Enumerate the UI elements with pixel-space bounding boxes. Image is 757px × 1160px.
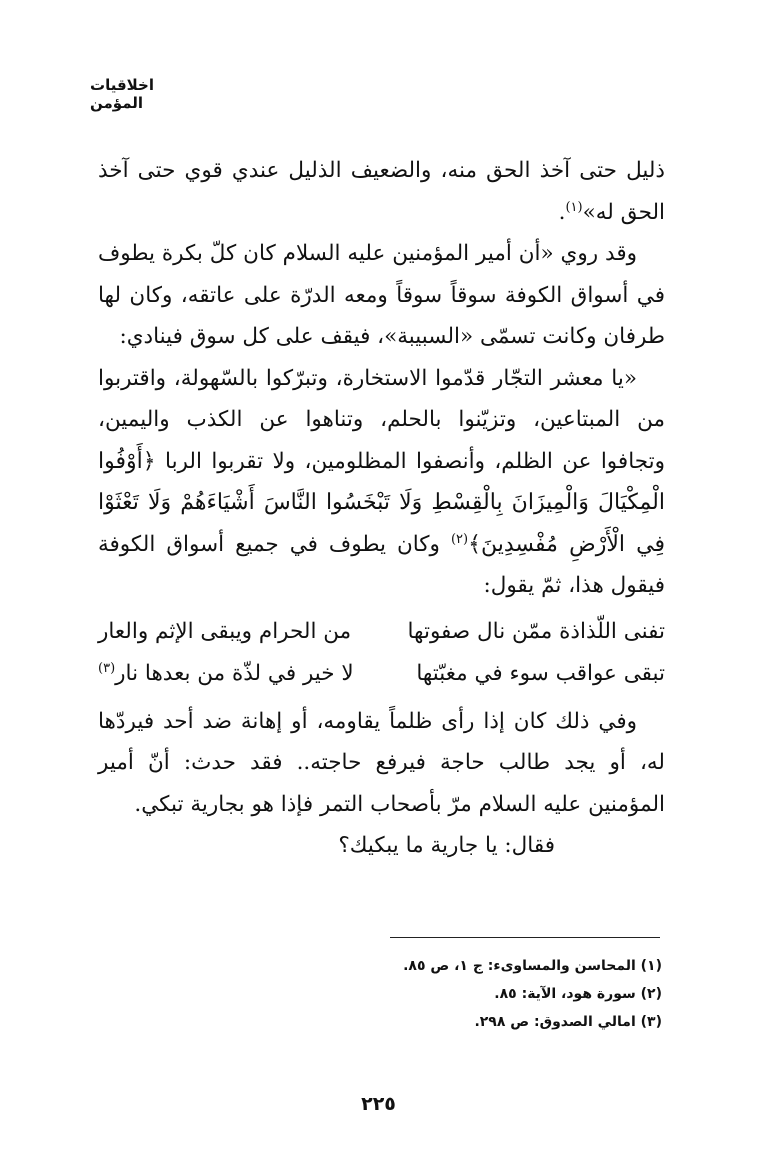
poem-line-2 [98, 653, 665, 695]
footnote-ref-3: (٣) [98, 660, 116, 676]
body-text [98, 150, 665, 867]
poem-line-2-second-wrap [98, 653, 354, 695]
paragraph-2: وقد روي «أن أمير المؤمنين عليه السلام كان كلّ بكرة يطوف في أسواق الكوفة سوقاً سوقاً ومعه الدرّة على عاتقه، وكان لها طرفان وكانت تسمّى «السبيبة»، فيقف على كل سوق فينادي: [98, 241, 665, 349]
footnote-divider [390, 937, 660, 938]
footnote-1: (١) المحاسن والمساوىء: ج ١، ص ٨٥. [403, 958, 662, 974]
running-header: اخلاقيات المؤمن [90, 76, 154, 112]
paragraph-3-text-a: «يا معشر التجّار قدّموا الاستخارة، وتبرّكوا بالسّهولة، واقتربوا من المبتاعين، وتزيّنوا بالحلم، وتناهوا عن الكذب واليمين، وتجافوا عن الظلم، وأنصفوا المظلومين، ولا تقربوا الربا [98, 365, 665, 474]
poem-line-2-second: لا خير في لذّة من بعدها نار [115, 660, 354, 686]
footnote-ref-1: (١) [565, 199, 583, 215]
paragraph-1-end: . [558, 199, 566, 225]
page-number: ٢٢٥ [361, 1093, 396, 1115]
poem-line-1-second: من الحرام ويبقى الإثم والعار [98, 618, 352, 644]
paragraph-3 [98, 358, 665, 607]
paragraph-4: وفي ذلك كان إذا رأى ظلماً يقاومه، أو إهانة ضد أحد فيردّها له، أو يجد طالب حاجة فيرفع حاجته.. فقد حدث: أنّ أمير المؤمنين عليه السلام مرّ بأصحاب التمر فإذا هو بجارية تبكي. [98, 708, 665, 817]
poem-line-1 [98, 611, 665, 653]
footnote-3: (٣) امالي الصدوق: ص ٢٩٨. [474, 1014, 662, 1030]
quran-verse: ﴿أَوْفُوا الْمِكْيَالَ وَالْمِيزَانَ بِالْقِسْطِ وَلَا تَبْخَسُوا النَّاسَ أَشْيَاءَهُمْ وَلَا تَعْثَوْا فِي الْأَرْضِ مُفْسِدِينَ﴾ [98, 448, 665, 557]
footnotes [300, 952, 662, 1036]
footnote-2: (٢) سورة هود، الآية: ٨٥. [494, 986, 662, 1002]
poem-line-1-first: تفنى اللّذاذة ممّن نال صفوتها [407, 618, 665, 644]
paragraph-1 [98, 150, 665, 233]
paragraph-3-text-b: وكان يطوف في جميع أسواق الكوفة فيقول هذا، ثمّ يقول: [98, 531, 665, 598]
poem [98, 611, 665, 695]
paragraph-5: فقال: يا جارية ما يبكيك؟ [338, 833, 555, 858]
footnote-ref-2: (٢) [450, 531, 469, 547]
poem-line-2-first: تبقى عواقب سوء في مغبّتها [416, 660, 665, 686]
paragraph-1-text: ذليل حتى آخذ الحق منه، والضعيف الذليل عندي قوي حتى آخذ الحق له» [98, 158, 665, 225]
